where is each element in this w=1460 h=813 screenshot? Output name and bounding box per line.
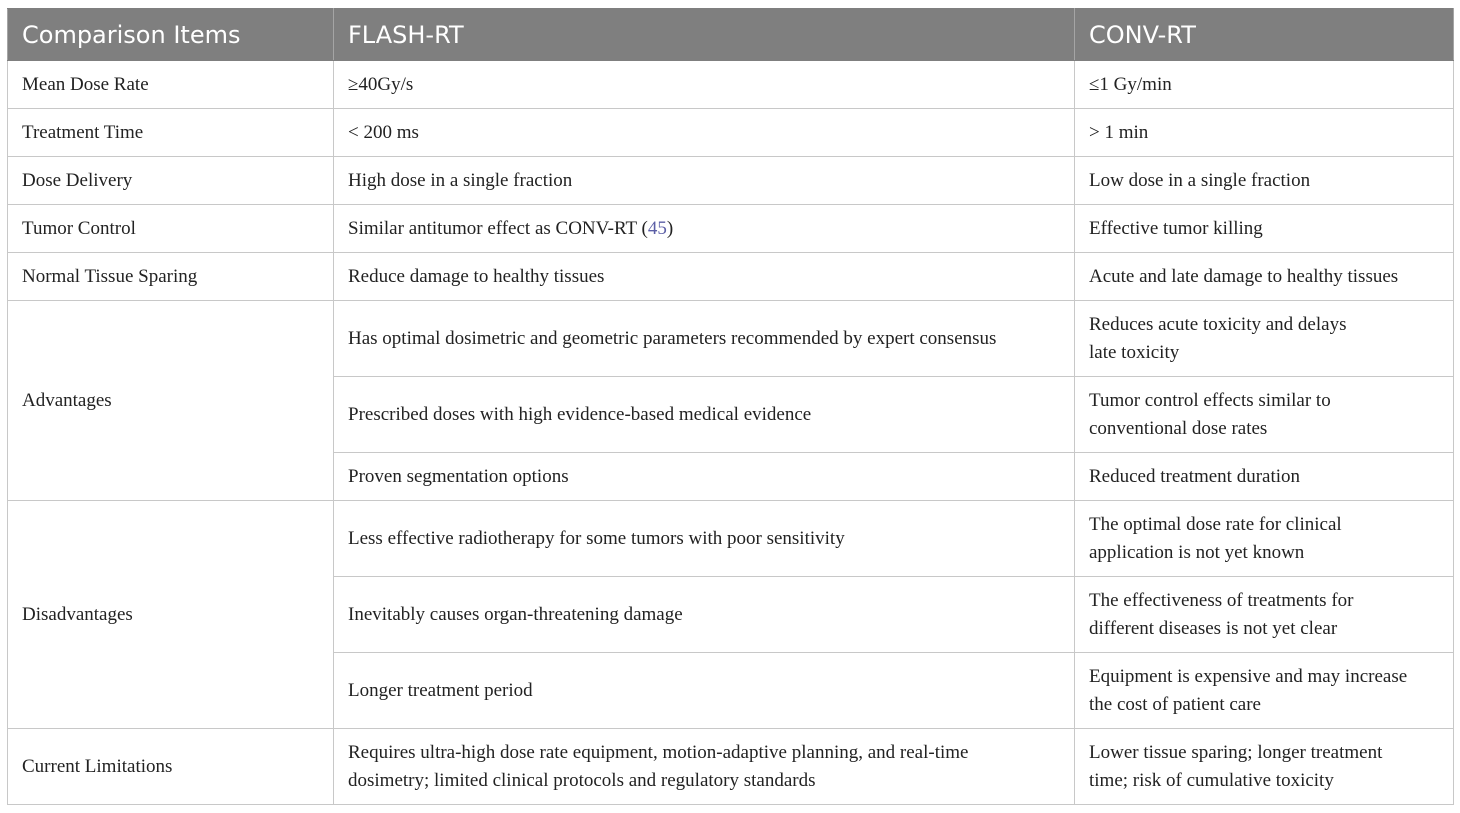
conv-cell (1075, 501, 1454, 577)
conv-cell: Reduced treatment duration (1075, 453, 1454, 501)
conv-line: The optimal dose rate for clinical (1089, 513, 1342, 535)
flash-line: Requires ultra-high dose rate equipment, motion-adaptive planning, and real-time (348, 741, 969, 763)
item-cell: Treatment Time (8, 109, 334, 157)
header-conv-rt: CONV-RT (1075, 9, 1454, 61)
conv-line: Lower tissue sparing; longer treatment (1089, 741, 1383, 763)
conv-cell (1075, 653, 1454, 729)
conv-line: late toxicity (1089, 341, 1180, 363)
flash-cell: Proven segmentation options (334, 453, 1075, 501)
table-row-treatment-time (8, 109, 1454, 157)
conv-line: application is not yet known (1089, 541, 1305, 563)
table-row-current-limitations (8, 729, 1454, 805)
conv-cell (1075, 301, 1454, 377)
conv-cell (1075, 577, 1454, 653)
flash-cell: High dose in a single fraction (334, 157, 1075, 205)
conv-line: time; risk of cumulative toxicity (1089, 769, 1334, 791)
flash-cell (334, 729, 1075, 805)
flash-cell: Inevitably causes organ-threatening damage (334, 577, 1075, 653)
conv-cell: ≤1 Gy/min (1075, 61, 1454, 109)
conv-line: The effectiveness of treatments for (1089, 589, 1354, 611)
flash-cell (334, 205, 1075, 253)
conv-line: Tumor control effects similar to (1089, 389, 1331, 411)
table-row-dose-delivery (8, 157, 1454, 205)
item-cell: Mean Dose Rate (8, 61, 334, 109)
table-header (8, 9, 1454, 61)
flash-text: Similar antitumor effect as CONV-RT ( (348, 217, 648, 239)
item-cell-disadvantages: Disadvantages (8, 501, 334, 729)
flash-cell: Has optimal dosimetric and geometric parameters recommended by expert consensus (334, 301, 1075, 377)
conv-cell: > 1 min (1075, 109, 1454, 157)
header-flash-rt: FLASH-RT (334, 9, 1075, 61)
header-comparison-items: Comparison Items (8, 9, 334, 61)
table-row-normal-tissue-sparing (8, 253, 1454, 301)
item-cell-advantages: Advantages (8, 301, 334, 501)
flash-cell: < 200 ms (334, 109, 1075, 157)
table-row-mean-dose-rate (8, 61, 1454, 109)
item-cell: Normal Tissue Sparing (8, 253, 334, 301)
flash-cell: Less effective radiotherapy for some tumors with poor sensitivity (334, 501, 1075, 577)
flash-text-end: ) (666, 217, 674, 239)
flash-cell: Longer treatment period (334, 653, 1075, 729)
conv-line: Equipment is expensive and may increase (1089, 665, 1408, 687)
table-row-tumor-control (8, 205, 1454, 253)
conv-cell: Acute and late damage to healthy tissues (1075, 253, 1454, 301)
flash-cell: Reduce damage to healthy tissues (334, 253, 1075, 301)
comparison-table (7, 8, 1454, 805)
reference-link[interactable]: 45 (647, 217, 667, 239)
item-cell: Current Limitations (8, 729, 334, 805)
flash-cell: ≥40Gy/s (334, 61, 1075, 109)
conv-line: Reduces acute toxicity and delays (1089, 313, 1347, 335)
flash-cell: Prescribed doses with high evidence-based medical evidence (334, 377, 1075, 453)
conv-cell (1075, 729, 1454, 805)
conv-line: different diseases is not yet clear (1089, 617, 1338, 639)
item-cell: Dose Delivery (8, 157, 334, 205)
table-body (8, 61, 1454, 805)
item-cell: Tumor Control (8, 205, 334, 253)
conv-cell (1075, 377, 1454, 453)
conv-line: the cost of patient care (1089, 693, 1261, 715)
header-row (8, 9, 1454, 61)
conv-cell: Effective tumor killing (1075, 205, 1454, 253)
table-row-advantages-1 (8, 301, 1454, 377)
conv-line: conventional dose rates (1089, 417, 1268, 439)
flash-line: dosimetry; limited clinical protocols and regulatory standards (348, 769, 816, 791)
conv-cell: Low dose in a single fraction (1075, 157, 1454, 205)
table-row-disadvantages-1 (8, 501, 1454, 577)
